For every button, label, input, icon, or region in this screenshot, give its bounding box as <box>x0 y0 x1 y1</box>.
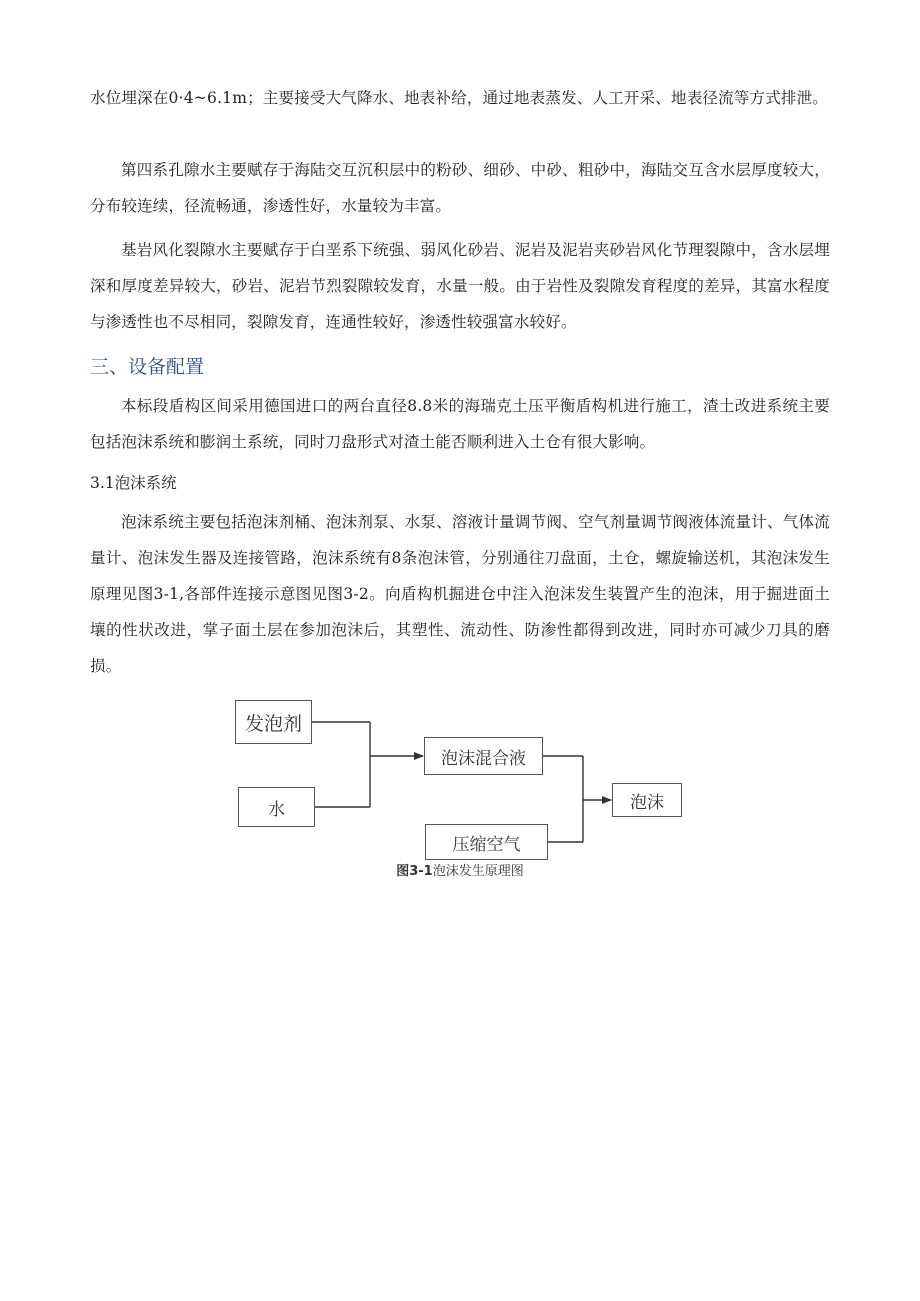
paragraph-foam-system: 泡沫系统主要包括泡沫剂桶、泡沫剂泵、水泵、溶液计量调节阀、空气剂量调节阀液体流量计、气体流量计、泡沫发生器及连接管路，泡沫系统有8条泡沫管，分别通往刀盘面，土仓，螺旋输送机，其泡沫发生原理见图3-1,各部件连接示意图见图3-2。向盾构机掘进仓中注入泡沫发生装置产生的泡沫，用于掘进面土壤的性状改进，掌子面土层在参加泡沫后，其塑性、流动性、防渗性都得到改进，同时亦可减少刀具的磨损。 <box>90 513 830 675</box>
box-compressed-air: 压缩空气 <box>425 824 548 860</box>
box-foaming-agent: 发泡剂 <box>235 700 312 744</box>
paragraph-water-level: 水位埋深在0·4~6.1m；主要接受大气降水、地表补给，通过地表蒸发、人工开采、地表径流等方式排泄。 <box>90 89 828 107</box>
subsection-heading-foam-system: 3.1泡沫系统 <box>90 474 177 492</box>
caption-text: 泡沫发生原理图 <box>432 864 524 879</box>
box-foam-mixture: 泡沫混合液 <box>424 737 543 775</box>
figure-caption <box>225 860 695 879</box>
paragraph-quaternary-pore-water: 第四系孔隙水主要赋存于海陆交互沉积层中的粉砂、细砂、中砂、粗砂中，海陆交互含水层厚度较大，分布较连续，径流畅通，渗透性好，水量较为丰富。 <box>90 161 830 215</box>
box-foam: 泡沫 <box>612 783 682 817</box>
paragraph-bedrock-fissure-water: 基岩风化裂隙水主要赋存于白垩系下统强、弱风化砂岩、泥岩及泥岩夹砂岩风化节理裂隙中，含水层埋深和厚度差异较大，砂岩、泥岩节烈裂隙较发育，水量一般。由于岩性及裂隙发育程度的差异，其富水程度与渗透性也不尽相同，裂隙发育，连通性较好，渗透性较强富水较好。 <box>90 241 830 331</box>
section-heading-equipment: 三、设备配置 <box>90 356 205 378</box>
paragraph-shield-machine: 本标段盾构区间采用德国进口的两台直径8.8米的海瑞克土压平衡盾构机进行施工，渣土改进系统主要包括泡沫系统和膨润土系统，同时刀盘形式对渣土能否顺利进入土仓有很大影响。 <box>90 397 830 451</box>
caption-number: 图3-1 <box>396 864 433 879</box>
box-water: 水 <box>238 787 315 827</box>
foam-generation-diagram <box>225 690 695 879</box>
